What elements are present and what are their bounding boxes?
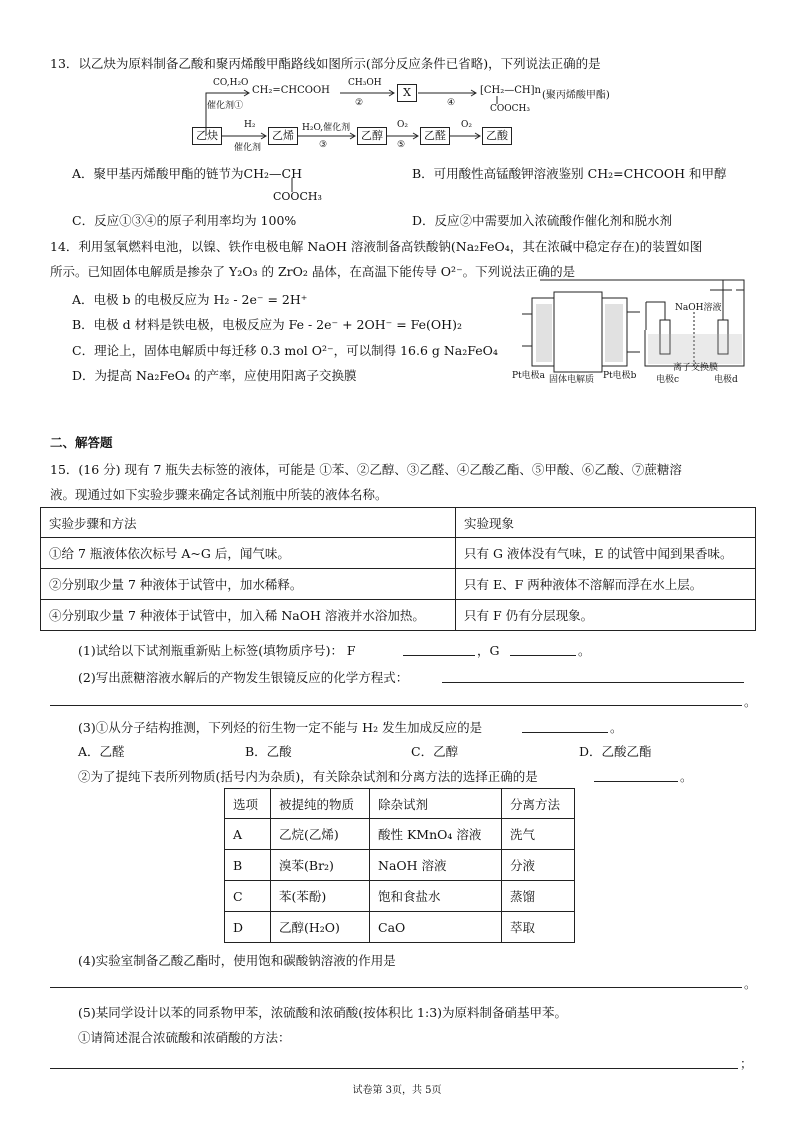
experiment-table bbox=[40, 507, 756, 631]
table-row bbox=[225, 819, 575, 850]
apparatus-pt-a-label: Pt电极a bbox=[512, 371, 546, 381]
diagram-step-4: ④ bbox=[447, 98, 456, 108]
q15-part1-g: ，G bbox=[477, 643, 500, 658]
diagram-box-acetaldehyde: 乙醛 bbox=[420, 127, 450, 145]
purification-header-cell: 被提纯的物质 bbox=[271, 789, 370, 819]
purification-cell: 饱和食盐水 bbox=[370, 881, 502, 912]
q13-stem: 13．以乙炔为原料制备乙酸和聚丙烯酸甲酯路线如图所示(部分反应条件已省略)，下列说法正确的是 bbox=[50, 56, 601, 71]
q15-part3: (3)①从分子结构推测，下列烃的衍生物一定不能与 H₂ 发生加成反应的是 bbox=[78, 720, 483, 735]
experiment-header-cell: 实验步骤和方法 bbox=[41, 508, 456, 538]
q15-part1: (1)试给以下试剂瓶重新贴上标签(填物质序号)： F bbox=[78, 643, 356, 658]
purification-cell: 分液 bbox=[502, 850, 575, 881]
q15-part4-period: 。 bbox=[744, 976, 757, 991]
purification-cell: 溴苯(Br₂) bbox=[271, 850, 370, 881]
q15-part3-option-a: A．乙醛 bbox=[78, 744, 125, 759]
q15-stem-line-1: 15．(16 分) 现有 7 瓶失去标签的液体，可能是 ①苯、②乙醇、③乙醛、④乙酸乙酯、⑤甲酸、⑥乙酸、⑦蔗糖溶 bbox=[50, 462, 682, 477]
diagram-catalyst-1: 催化剂① bbox=[207, 101, 244, 111]
apparatus-membrane-label: 离子交换膜 bbox=[673, 363, 719, 373]
q15-part3-option-b: B．乙酸 bbox=[245, 744, 292, 759]
experiment-header-cell: 实验现象 bbox=[456, 508, 756, 538]
diagram-o2-b: O₂ bbox=[461, 120, 472, 130]
diagram-step-3: ③ bbox=[319, 140, 328, 150]
diagram-box-ethanol: 乙醇 bbox=[357, 127, 387, 145]
q15-part3-option-c: C．乙醇 bbox=[411, 744, 459, 759]
purification-cell: D bbox=[225, 912, 271, 943]
table-row bbox=[225, 881, 575, 912]
answer-blank-part2-b[interactable] bbox=[50, 705, 742, 706]
purification-table-header bbox=[225, 789, 575, 819]
purification-cell: 苯(苯酚) bbox=[271, 881, 370, 912]
purification-header-cell: 选项 bbox=[225, 789, 271, 819]
diagram-reagent-co-h2o: CO,H₂O bbox=[213, 78, 249, 88]
apparatus-electrode-c-label: 电极c bbox=[656, 375, 680, 385]
q13-option-b: B．可用酸性高锰酸钾溶液鉴别 CH₂=CHCOOH 和甲醇 bbox=[412, 166, 727, 181]
experiment-cell: 只有 G 液体没有气味，E 的试管中闻到果香味。 bbox=[456, 538, 756, 569]
q14-option-a: A．电极 b 的电极反应为 H₂ - 2e⁻ = 2H⁺ bbox=[72, 292, 308, 307]
diagram-step-5: ⑤ bbox=[397, 140, 406, 150]
purification-header-cell: 除杂试剂 bbox=[370, 789, 502, 819]
experiment-cell: ①给 7 瓶液体依次标号 A~G 后，闻气味。 bbox=[41, 538, 456, 569]
answer-blank-f[interactable] bbox=[403, 655, 475, 656]
diagram-step-2: ② bbox=[355, 98, 364, 108]
diagram-o2-a: O₂ bbox=[397, 120, 408, 130]
answer-blank-part4[interactable] bbox=[50, 987, 742, 988]
q15-part1-end: 。 bbox=[578, 643, 591, 658]
q15-part2: (2)写出蔗糖溶液水解后的产物发生银镜反应的化学方程式： bbox=[78, 670, 409, 685]
answer-blank-part3-2[interactable] bbox=[594, 781, 678, 782]
answer-blank-part2-a[interactable] bbox=[442, 682, 744, 683]
q14-option-d: D．为提高 Na₂FeO₄ 的产率，应使用阳离子交换膜 bbox=[72, 368, 357, 383]
diagram-box-acetic: 乙酸 bbox=[482, 127, 512, 145]
purification-cell: 蒸馏 bbox=[502, 881, 575, 912]
table-row bbox=[225, 912, 575, 943]
diagram-polymer: [CH₂—CH]n bbox=[480, 85, 541, 96]
purification-header-cell: 分离方法 bbox=[502, 789, 575, 819]
diagram-box-x: X bbox=[397, 84, 417, 102]
q15-part3-period: 。 bbox=[610, 720, 623, 735]
q14-option-b: B．电极 d 材料是铁电极，电极反应为 Fe - 2e⁻ + 2OH⁻ = Fe(OH)₂ bbox=[72, 317, 462, 332]
answer-blank-part5[interactable] bbox=[50, 1068, 738, 1069]
purification-cell: 乙烷(乙烯) bbox=[271, 819, 370, 850]
diagram-acrylic-acid: CH₂=CHCOOH bbox=[252, 85, 330, 96]
q15-stem-line-2: 液。现通过如下实验步骤来确定各试剂瓶中所装的液体名称。 bbox=[50, 487, 388, 502]
apparatus-naoh-label: NaOH溶液 bbox=[675, 303, 722, 313]
answer-blank-part3-1[interactable] bbox=[522, 732, 608, 733]
apparatus-electrode-d-label: 电极d bbox=[714, 375, 738, 385]
q15-part5: (5)某同学设计以苯的同系物甲苯，浓硫酸和浓硝酸(按体积比 1:3)为原料制备硝基甲苯。 bbox=[78, 1005, 568, 1020]
q15-part2-period: 。 bbox=[744, 694, 757, 709]
table-row bbox=[41, 538, 756, 569]
diagram-arrows bbox=[0, 0, 794, 160]
purification-table bbox=[224, 788, 575, 943]
purification-cell: 乙醇(H₂O) bbox=[271, 912, 370, 943]
table-row bbox=[41, 569, 756, 600]
diagram-polymer-name: (聚丙烯酸甲酯) bbox=[542, 90, 610, 101]
purification-cell: 萃取 bbox=[502, 912, 575, 943]
experiment-table-header bbox=[41, 508, 756, 538]
q15-part3-2: ②为了提纯下表所列物质(括号内为杂质)，有关除杂试剂和分离方法的选择正确的是 bbox=[78, 769, 538, 784]
q14-stem-line-2: 所示。已知固体电解质是掺杂了 Y₂O₃ 的 ZrO₂ 晶体，在高温下能传导 O²⁻。下列说法正确的是 bbox=[50, 264, 576, 279]
diagram-h2: H₂ bbox=[244, 120, 256, 130]
purification-cell: B bbox=[225, 850, 271, 881]
answer-blank-g[interactable] bbox=[510, 655, 576, 656]
q13-option-c: C．反应①③④的原子利用率均为 100% bbox=[72, 213, 297, 228]
q13-option-a-sub: COOCH₃ bbox=[273, 190, 322, 203]
purification-cell: CaO bbox=[370, 912, 502, 943]
purification-cell: 酸性 KMnO₄ 溶液 bbox=[370, 819, 502, 850]
diagram-box-ethylene: 乙烯 bbox=[268, 127, 298, 145]
q13-option-d: D．反应②中需要加入浓硫酸作催化剂和脱水剂 bbox=[412, 213, 673, 228]
experiment-cell: ④分别取少量 7 种液体于试管中，加入稀 NaOH 溶液并水浴加热。 bbox=[41, 600, 456, 631]
diagram-h2o-catalyst: H₂O,催化剂 bbox=[302, 123, 351, 133]
diagram-box-acetylene: 乙炔 bbox=[192, 127, 222, 145]
purification-cell: C bbox=[225, 881, 271, 912]
purification-cell: A bbox=[225, 819, 271, 850]
table-row bbox=[225, 850, 575, 881]
q14-option-c: C．理论上，固体电解质中每迁移 0.3 mol O²⁻，可以制得 16.6 g Na₂FeO₄ bbox=[72, 343, 498, 358]
table-row bbox=[41, 600, 756, 631]
q13-option-a-bond bbox=[290, 178, 294, 192]
diagram-polymer-sub: COOCH₃ bbox=[490, 104, 530, 114]
q15-part3-option-d: D．乙酸乙酯 bbox=[579, 744, 652, 759]
purification-cell: NaOH 溶液 bbox=[370, 850, 502, 881]
q15-part5-1: ①请简述混合浓硫酸和浓硝酸的方法： bbox=[78, 1030, 291, 1045]
apparatus-pt-b-label: Pt电极b bbox=[603, 371, 637, 381]
experiment-cell: 只有 E、F 两种液体不溶解而浮在水上层。 bbox=[456, 569, 756, 600]
experiment-cell: ②分别取少量 7 种液体于试管中，加水稀释。 bbox=[41, 569, 456, 600]
purification-cell: 洗气 bbox=[502, 819, 575, 850]
apparatus-solid-label: 固体电解质 bbox=[549, 375, 595, 385]
diagram-methanol: CH₃OH bbox=[348, 78, 382, 88]
q15-part3-2-period: 。 bbox=[680, 769, 693, 784]
q15-part5-semicolon: ； bbox=[740, 1056, 753, 1071]
section-title-answers: 二、解答题 bbox=[50, 435, 113, 450]
q14-stem-line-1: 14．利用氢氧燃料电池，以镍、铁作电极电解 NaOH 溶液制备高铁酸钠(Na₂FeO₄，其在浓碱中稳定存在)的装置如图 bbox=[50, 239, 703, 254]
q13-option-a: A．聚甲基丙烯酸甲酯的链节为CH₂—CH bbox=[72, 166, 302, 181]
experiment-cell: 只有 F 仍有分层现象。 bbox=[456, 600, 756, 631]
diagram-catalyst-2: 催化剂 bbox=[234, 143, 262, 153]
page-footer: 试卷第 3页，共 5页 bbox=[352, 1085, 442, 1096]
q15-part4: (4)实验室制备乙酸乙酯时，使用饱和碳酸钠溶液的作用是 bbox=[78, 953, 396, 968]
